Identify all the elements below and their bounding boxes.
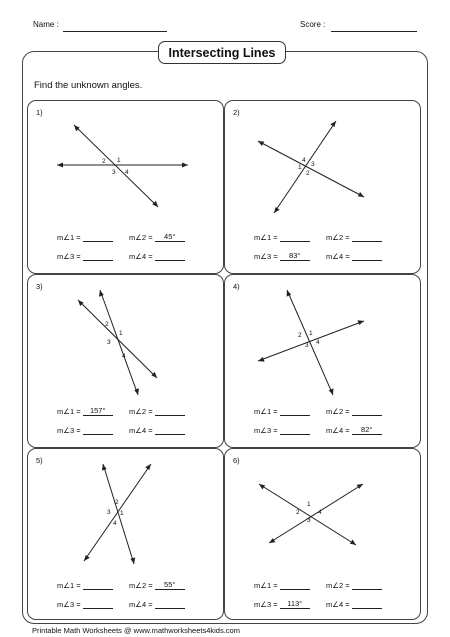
angle-label-4: 4 (125, 169, 129, 176)
problem-4 (224, 274, 421, 448)
angle-1-equation: m∠1 = (254, 406, 310, 416)
answer-blank[interactable] (280, 232, 310, 242)
answer-blank[interactable] (352, 599, 382, 609)
angle-label-1: 1 (117, 157, 121, 164)
score-label: Score : (300, 20, 326, 29)
line-b (269, 484, 363, 543)
angle-label-1: 1 (307, 501, 311, 508)
answer-blank[interactable] (352, 251, 382, 261)
angle-3-equation: m∠3 = (57, 425, 113, 435)
problem-number: 4) (233, 282, 240, 291)
angle-4-equation: m∠4 = (129, 425, 185, 435)
angle-label-1: 1 (119, 330, 123, 337)
intersecting-lines-figure (28, 101, 225, 275)
problem-number: 1) (36, 108, 43, 117)
angle-label-3: 3 (107, 339, 111, 346)
answer-blank[interactable] (155, 425, 185, 435)
answer-blank[interactable] (352, 406, 382, 416)
angle-label-4: 4 (302, 157, 306, 164)
angle-3-equation: m∠3 = (254, 425, 310, 435)
answer-blank[interactable] (83, 232, 113, 242)
answer-blank[interactable] (83, 599, 113, 609)
angle-label-3: 3 (112, 169, 116, 176)
angle-label-4: 4 (113, 520, 117, 527)
problem-number: 2) (233, 108, 240, 117)
angle-label-1: 1 (309, 330, 313, 337)
angle-3-equation: m∠3 = (57, 251, 113, 261)
answer-blank[interactable] (352, 232, 382, 242)
angle-4-equation: m∠4 = (129, 599, 185, 609)
line-a (57, 163, 188, 168)
problem-number: 3) (36, 282, 43, 291)
angle-label-2: 2 (296, 509, 300, 516)
instructions: Find the unknown angles. (34, 80, 143, 91)
intersecting-lines-figure (28, 275, 225, 449)
answer-blank[interactable]: 82° (352, 425, 382, 435)
line-a (259, 484, 356, 545)
angle-label-4: 4 (318, 509, 322, 516)
intersecting-lines-figure (28, 449, 225, 621)
answer-blank[interactable]: 45° (155, 232, 185, 242)
intersecting-lines-figure (225, 449, 422, 621)
angle-label-4: 4 (122, 353, 126, 360)
line-a (84, 464, 151, 561)
angle-2-equation: m∠2 = (326, 580, 382, 590)
name-field[interactable] (63, 31, 167, 32)
answer-blank[interactable] (155, 251, 185, 261)
answer-blank[interactable]: 55° (155, 580, 185, 590)
problem-5 (27, 448, 224, 620)
angle-label-3: 3 (305, 342, 309, 349)
line-b (274, 121, 336, 213)
intersecting-lines-figure (225, 101, 422, 275)
worksheet-title: Intersecting Lines (158, 41, 286, 64)
answer-blank[interactable] (83, 580, 113, 590)
angle-label-2: 2 (115, 499, 119, 506)
angle-1-equation: m∠1 = (254, 232, 310, 242)
answer-blank[interactable] (83, 425, 113, 435)
line-b (287, 290, 334, 395)
angle-label-2: 2 (105, 321, 109, 328)
angle-4-equation: m∠4 = (129, 251, 185, 261)
answer-blank[interactable] (280, 580, 310, 590)
angle-label-2: 2 (306, 170, 310, 177)
line-b (74, 125, 158, 207)
angle-2-equation: m∠2 = (326, 232, 382, 242)
answer-blank[interactable] (280, 406, 310, 416)
angle-2-equation: m∠2 = (326, 406, 382, 416)
line-a (99, 290, 139, 395)
answer-blank[interactable] (155, 406, 185, 416)
angle-2-equation: m∠2 = (129, 406, 185, 416)
angle-label-3: 3 (311, 161, 315, 168)
answer-blank[interactable] (155, 599, 185, 609)
angle-1-equation: m∠1 = (57, 232, 113, 242)
angle-4-equation: m∠4 = (326, 599, 382, 609)
angle-3-equation: m∠3 = 113° (254, 599, 310, 609)
angle-4-equation: m∠4 = 82° (326, 425, 382, 435)
angle-label-1: 1 (120, 510, 124, 517)
angle-1-equation: m∠1 = (57, 580, 113, 590)
line-a (258, 141, 364, 197)
angle-3-equation: m∠3 = 83° (254, 251, 310, 261)
angle-label-3: 3 (107, 509, 111, 516)
answer-blank[interactable]: 113° (280, 599, 310, 609)
intersecting-lines-figure (225, 275, 422, 449)
problem-1 (27, 100, 224, 274)
name-label: Name : (33, 20, 59, 29)
angle-label-1: 1 (298, 164, 302, 171)
angle-2-equation: m∠2 = 45° (129, 232, 185, 242)
problem-6 (224, 448, 421, 620)
score-field[interactable] (331, 31, 417, 32)
angle-4-equation: m∠4 = (326, 251, 382, 261)
problem-number: 6) (233, 456, 240, 465)
footer-credit: Printable Math Worksheets @ www.mathworksheets4kids.com (32, 626, 240, 635)
angle-1-equation: m∠1 = 157° (57, 406, 113, 416)
angle-1-equation: m∠1 = (254, 580, 310, 590)
line-a (258, 320, 364, 361)
answer-blank[interactable]: 83° (280, 251, 310, 261)
angle-label-3: 3 (307, 517, 311, 524)
angle-label-2: 2 (298, 332, 302, 339)
problem-3 (27, 274, 224, 448)
answer-blank[interactable] (352, 580, 382, 590)
angle-3-equation: m∠3 = (57, 599, 113, 609)
answer-blank[interactable] (83, 251, 113, 261)
angle-2-equation: m∠2 = 55° (129, 580, 185, 590)
angle-label-2: 2 (102, 158, 106, 165)
angle-label-4: 4 (316, 339, 320, 346)
line-b (78, 300, 157, 378)
answer-blank[interactable] (280, 425, 310, 435)
problem-number: 5) (36, 456, 43, 465)
answer-blank[interactable]: 157° (83, 406, 113, 416)
problem-2 (224, 100, 421, 274)
